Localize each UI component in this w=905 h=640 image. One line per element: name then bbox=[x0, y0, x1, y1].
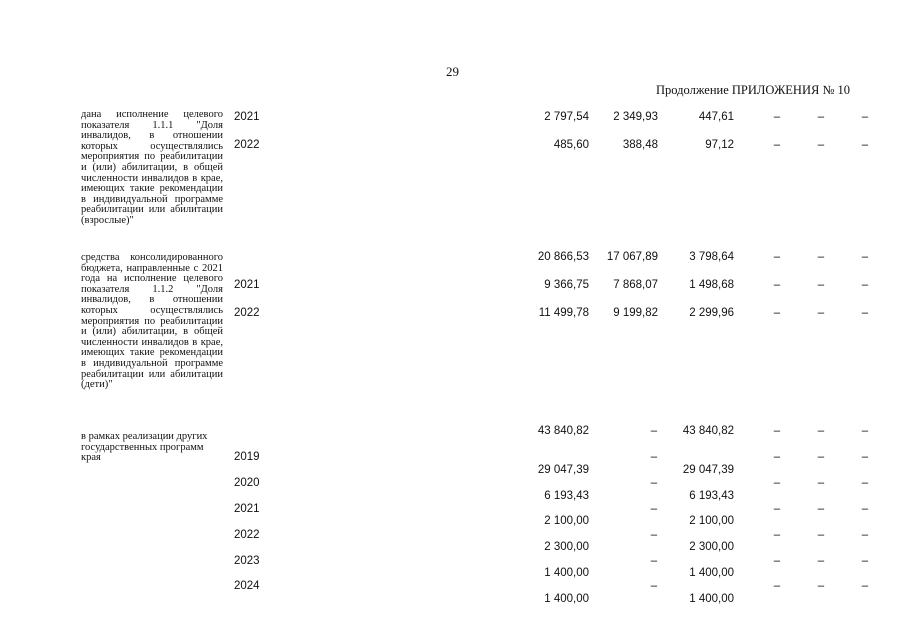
section3-total: 43 840,82 bbox=[537, 425, 589, 437]
section2-total: 9 366,75 bbox=[544, 279, 589, 291]
section3-value: 43 840,82 bbox=[682, 425, 734, 437]
section3-total: 2 100,00 bbox=[544, 515, 589, 527]
dash-cell: – bbox=[817, 251, 825, 263]
section2-year: 2021 bbox=[234, 279, 260, 291]
dash-cell: – bbox=[861, 307, 869, 319]
appendix-heading: Продолжение ПРИЛОЖЕНИЯ № 10 bbox=[655, 83, 850, 97]
dash-cell: – bbox=[650, 555, 658, 567]
dash-cell: – bbox=[861, 580, 869, 592]
section3-value: 1 400,00 bbox=[689, 567, 734, 579]
dash-cell: – bbox=[817, 503, 825, 515]
section3-year: 2023 bbox=[234, 555, 260, 567]
dash-cell: – bbox=[861, 139, 869, 151]
dash-cell: – bbox=[773, 503, 781, 515]
dash-cell: – bbox=[650, 529, 658, 541]
dash-cell: – bbox=[773, 425, 781, 437]
section3-total: 29 047,39 bbox=[537, 464, 589, 476]
section3-year: 2022 bbox=[234, 529, 260, 541]
section1-year: 2022 bbox=[234, 139, 260, 151]
dash-cell: – bbox=[773, 451, 781, 463]
dash-cell: – bbox=[773, 307, 781, 319]
dash-cell: – bbox=[861, 111, 869, 123]
dash-cell: – bbox=[817, 111, 825, 123]
dash-cell: – bbox=[817, 477, 825, 489]
dash-cell: – bbox=[650, 451, 658, 463]
dash-cell: – bbox=[773, 580, 781, 592]
section1-value: 388,48 bbox=[622, 139, 658, 151]
section3-total: 2 300,00 bbox=[544, 541, 589, 553]
section2-total: 11 499,78 bbox=[538, 307, 589, 319]
dash-cell: – bbox=[861, 555, 869, 567]
dash-cell: – bbox=[817, 529, 825, 541]
section3-value: 2 300,00 bbox=[689, 541, 734, 553]
dash-cell: – bbox=[817, 307, 825, 319]
dash-cell: – bbox=[817, 139, 825, 151]
section1-description: дана исполнение целевого показателя 1.1.1 "Доля инвалидов, в отношении которых осуществлялись мероприятия по реабилитации и (или) абилитации, в общей численности инвалидов в крае, имеющих такие рекомендации в индивидуальной программе реабилитации или абилитации (взрослые)" bbox=[81, 109, 223, 226]
dash-cell: – bbox=[650, 477, 658, 489]
dash-cell: – bbox=[773, 111, 781, 123]
dash-cell: – bbox=[817, 580, 825, 592]
dash-cell: – bbox=[650, 425, 658, 437]
section2-value: 7 868,07 bbox=[613, 279, 658, 291]
dash-cell: – bbox=[861, 529, 869, 541]
dash-cell: – bbox=[817, 555, 825, 567]
dash-cell: – bbox=[773, 477, 781, 489]
dash-cell: – bbox=[773, 251, 781, 263]
dash-cell: – bbox=[817, 279, 825, 291]
section3-total: 1 400,00 bbox=[544, 593, 589, 605]
section3-year: 2024 bbox=[234, 580, 260, 592]
section2-description: средства консолидированного бюджета, направленные с 2021 года на исполнение целевого показателя 1.1.2 "Доля инвалидов, в отношении которых осуществлялись мероприятия по реабилитации и (или) абилитации, в общей численности инвалидов в крае, имеющих такие рекомендации в индивидуальной программе реабилитации или абилитации (дети)" bbox=[81, 252, 223, 391]
section3-description: в рамках реализации других государственных программ края bbox=[81, 431, 208, 464]
dash-cell: – bbox=[773, 279, 781, 291]
dash-cell: – bbox=[773, 529, 781, 541]
dash-cell: – bbox=[861, 251, 869, 263]
section2-value: 3 798,64 bbox=[689, 251, 734, 263]
section1-year: 2021 bbox=[234, 111, 260, 123]
dash-cell: – bbox=[650, 580, 658, 592]
section3-value: 1 400,00 bbox=[689, 593, 734, 605]
section3-total: 1 400,00 bbox=[544, 567, 589, 579]
dash-cell: – bbox=[773, 139, 781, 151]
dash-cell: – bbox=[861, 279, 869, 291]
section1-value: 2 349,93 bbox=[613, 111, 658, 123]
section2-value: 2 299,96 bbox=[689, 307, 734, 319]
section3-value: 6 193,43 bbox=[689, 490, 734, 502]
dash-cell: – bbox=[773, 555, 781, 567]
section2-value: 17 067,89 bbox=[606, 251, 658, 263]
section3-value: 29 047,39 bbox=[682, 464, 734, 476]
section1-total: 485,60 bbox=[553, 139, 589, 151]
dash-cell: – bbox=[817, 451, 825, 463]
page-number: 29 bbox=[446, 64, 459, 79]
section3-year: 2021 bbox=[234, 503, 260, 515]
section2-value: 9 199,82 bbox=[613, 307, 658, 319]
section3-year: 2019 bbox=[234, 451, 260, 463]
dash-cell: – bbox=[861, 451, 869, 463]
section3-total: 6 193,43 bbox=[544, 490, 589, 502]
dash-cell: – bbox=[861, 477, 869, 489]
section2-year: 2022 bbox=[234, 307, 260, 319]
section3-year: 2020 bbox=[234, 477, 260, 489]
dash-cell: – bbox=[861, 425, 869, 437]
dash-cell: – bbox=[817, 425, 825, 437]
dash-cell: – bbox=[861, 503, 869, 515]
dash-cell: – bbox=[650, 503, 658, 515]
section1-value: 447,61 bbox=[698, 111, 734, 123]
section2-value: 1 498,68 bbox=[689, 279, 734, 291]
section1-total: 2 797,54 bbox=[544, 111, 589, 123]
section2-total: 20 866,53 bbox=[537, 251, 589, 263]
section1-value: 97,12 bbox=[705, 139, 734, 151]
section3-value: 2 100,00 bbox=[689, 515, 734, 527]
